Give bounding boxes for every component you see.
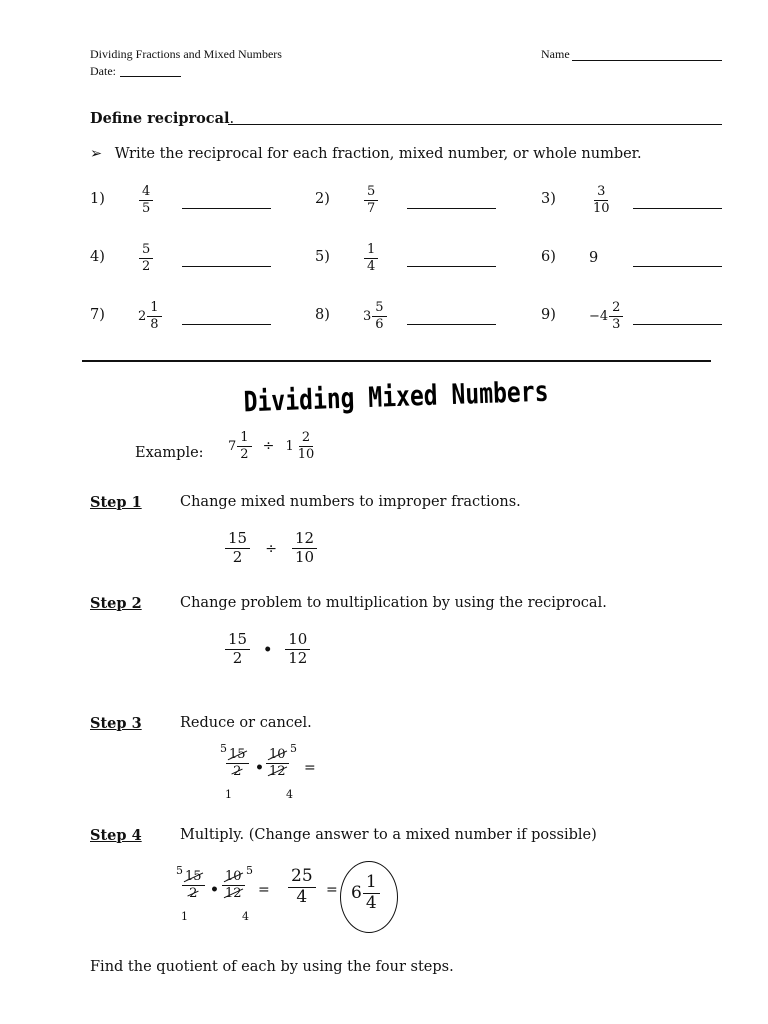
divide-sign: ÷ xyxy=(262,437,275,454)
whole-number: 2 xyxy=(138,308,147,324)
equals-sign: = xyxy=(304,760,316,776)
step2-num-1: 15 xyxy=(225,632,250,650)
problem-number: 8) xyxy=(315,307,330,323)
denominator: 7 xyxy=(367,200,376,216)
numerator: 3 xyxy=(594,185,608,201)
equals-sign: = xyxy=(258,882,270,898)
step4-num-1: 15 xyxy=(185,869,202,884)
define-label: Define reciprocal xyxy=(90,110,230,127)
problem-number: 9) xyxy=(541,307,556,323)
step4-den-2: 12 xyxy=(225,885,242,901)
problem-value xyxy=(363,182,378,218)
section-divider xyxy=(82,360,711,362)
problem-5 xyxy=(315,238,515,278)
step2-den-1: 2 xyxy=(232,648,243,667)
closing-instruction: Find the quotient of each by using the four steps. xyxy=(90,959,454,975)
denominator: 8 xyxy=(150,316,159,332)
example-a-den: 2 xyxy=(240,446,249,462)
answer-line[interactable] xyxy=(633,208,722,209)
fraction xyxy=(139,243,153,273)
step-2-work xyxy=(225,632,310,667)
problem-number: 2) xyxy=(315,191,330,207)
numerator: 5 xyxy=(372,301,386,317)
instruction-text: Write the reciprocal for each fraction, mixed number, or whole number. xyxy=(114,146,642,162)
step-2-label: Step 2 xyxy=(90,595,142,612)
numerator: 1 xyxy=(147,301,161,317)
step-4-text: Multiply. (Change answer to a mixed number if possible) xyxy=(180,827,597,843)
problem-value xyxy=(589,182,613,218)
denominator: 2 xyxy=(142,258,151,274)
problem-number: 6) xyxy=(541,249,556,265)
problem-value xyxy=(138,182,153,218)
answer-line[interactable] xyxy=(407,266,496,267)
problem-value xyxy=(138,298,162,334)
step1-den-1: 2 xyxy=(232,547,243,566)
problem-value xyxy=(138,240,153,276)
example-b-num: 2 xyxy=(299,431,313,447)
numerator: 4 xyxy=(139,185,153,201)
step4-result-den: 4 xyxy=(296,886,308,907)
section-title-text: Dividing Mixed Numbers xyxy=(243,372,615,419)
step4-den-1: 2 xyxy=(189,885,198,901)
answer-den: 4 xyxy=(365,892,377,913)
denominator: 6 xyxy=(375,316,384,332)
step4-reduced-num-2: 5 xyxy=(246,864,253,877)
problem-8 xyxy=(315,296,515,336)
problem-number: 1) xyxy=(90,191,105,207)
step-1-work xyxy=(225,531,317,566)
final-answer xyxy=(351,874,380,913)
problem-value xyxy=(363,298,387,334)
multiply-dot: • xyxy=(255,760,264,776)
answer-line[interactable] xyxy=(407,324,496,325)
instruction xyxy=(90,146,642,162)
answer-line[interactable] xyxy=(633,266,722,267)
fraction xyxy=(609,301,623,331)
define-answer-line[interactable] xyxy=(228,124,722,125)
define-period: . xyxy=(229,111,235,127)
denominator: 10 xyxy=(593,200,610,216)
equals-sign: = xyxy=(326,882,338,898)
multiply-dot: • xyxy=(210,882,219,898)
fraction xyxy=(590,185,613,215)
step3-reduced-num-1: 5 xyxy=(220,742,227,755)
problem-6 xyxy=(541,238,741,278)
date-label: Date: xyxy=(90,64,116,78)
problem-7 xyxy=(90,296,290,336)
problem-2 xyxy=(315,180,515,220)
step3-reduced-num-2: 5 xyxy=(290,742,297,755)
step3-den-2: 12 xyxy=(269,763,286,779)
step-3-label: Step 3 xyxy=(90,715,142,732)
multiply-dot: • xyxy=(263,641,273,658)
whole-number: −4 xyxy=(589,308,609,324)
problem-value xyxy=(363,240,378,276)
step-1-text: Change mixed numbers to improper fractions. xyxy=(180,494,521,510)
denominator: 5 xyxy=(142,200,151,216)
problem-number: 5) xyxy=(315,249,330,265)
answer-whole: 6 xyxy=(351,883,362,904)
problem-number: 3) xyxy=(541,191,556,207)
numerator: 5 xyxy=(139,243,153,259)
arrow-bullet-icon: ➢ xyxy=(90,146,103,162)
fraction xyxy=(372,301,386,331)
step-2-text: Change problem to multiplication by using the reciprocal. xyxy=(180,595,607,611)
whole-number: 3 xyxy=(363,308,372,324)
problem-4 xyxy=(90,238,290,278)
answer-line[interactable] xyxy=(182,324,271,325)
step3-num-1: 15 xyxy=(229,747,246,762)
step2-num-2: 10 xyxy=(285,632,310,650)
step4-result-num: 25 xyxy=(288,868,316,888)
answer-num: 1 xyxy=(363,874,380,894)
step1-num-1: 15 xyxy=(225,531,250,549)
step-4-work xyxy=(176,862,416,932)
name-field[interactable] xyxy=(572,60,722,61)
step-4-label: Step 4 xyxy=(90,827,142,844)
problem-value xyxy=(589,240,598,276)
example-label: Example: xyxy=(135,445,204,461)
answer-line[interactable] xyxy=(182,266,271,267)
denominator: 3 xyxy=(612,316,621,332)
answer-line[interactable] xyxy=(407,208,496,209)
divide-sign: ÷ xyxy=(265,540,277,557)
name-label: Name xyxy=(541,47,570,61)
example-b-den: 10 xyxy=(297,446,315,462)
date-field[interactable] xyxy=(120,76,181,77)
step3-reduced-den-1: 1 xyxy=(225,788,232,801)
step4-num-2: 10 xyxy=(225,869,242,884)
step1-num-2: 12 xyxy=(292,531,317,549)
answer-line[interactable] xyxy=(633,324,722,325)
denominator: 4 xyxy=(367,258,376,274)
step2-den-2: 12 xyxy=(288,648,308,667)
problem-number: 4) xyxy=(90,249,105,265)
problem-3 xyxy=(541,180,741,220)
fraction xyxy=(139,185,153,215)
step-1-label: Step 1 xyxy=(90,494,142,511)
numerator: 5 xyxy=(364,185,378,201)
problem-value xyxy=(589,298,623,334)
step4-reduced-num-1: 5 xyxy=(176,864,183,877)
numerator: 1 xyxy=(364,243,378,259)
problem-number: 7) xyxy=(90,307,105,323)
step4-reduced-den-1: 1 xyxy=(181,910,188,923)
example-a-num: 1 xyxy=(237,431,251,447)
step3-num-2: 10 xyxy=(269,747,286,762)
define-reciprocal xyxy=(90,110,234,127)
example-a-whole: 7 xyxy=(228,438,237,454)
problem-9 xyxy=(541,296,741,336)
step1-den-2: 10 xyxy=(295,547,315,566)
worksheet-title: Dividing Fractions and Mixed Numbers xyxy=(90,47,282,61)
step3-den-1: 2 xyxy=(233,763,242,779)
example-b-whole: 1 xyxy=(285,438,294,454)
section-title xyxy=(236,366,615,422)
whole-number: 9 xyxy=(589,250,599,266)
example-expression xyxy=(228,431,317,461)
fraction xyxy=(364,185,378,215)
numerator: 2 xyxy=(609,301,623,317)
answer-line[interactable] xyxy=(182,208,271,209)
step4-reduced-den-2: 4 xyxy=(242,910,249,923)
fraction xyxy=(147,301,161,331)
fraction xyxy=(364,243,378,273)
step-3-text: Reduce or cancel. xyxy=(180,715,312,731)
problem-1 xyxy=(90,180,290,220)
step3-reduced-den-2: 4 xyxy=(286,788,293,801)
step-3-work xyxy=(220,742,340,802)
